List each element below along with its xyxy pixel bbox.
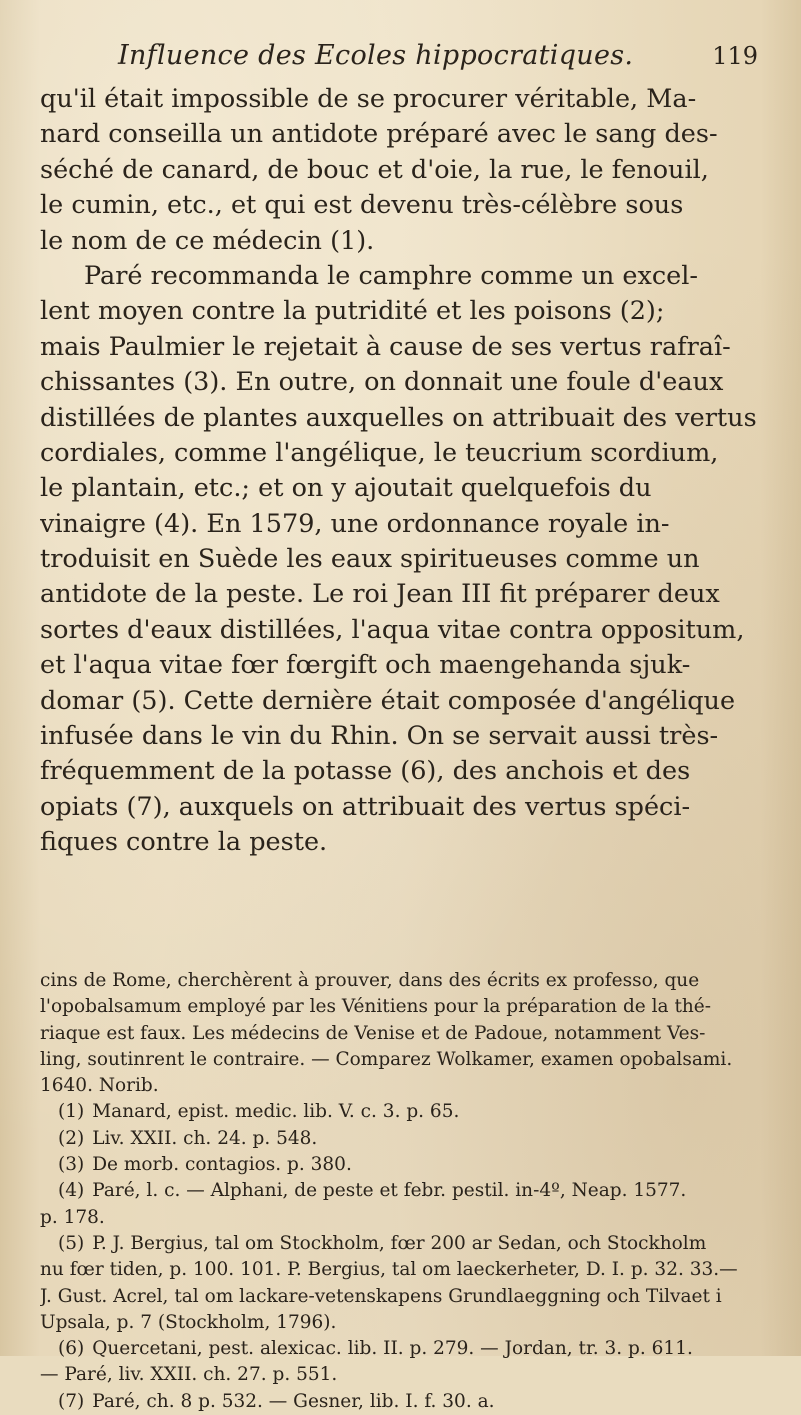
text-line: le nom de ce médecin (1). xyxy=(40,225,375,256)
page-number: 119 xyxy=(712,42,758,70)
footnote-continuation-line: ling, soutinrent le contraire. — Comparez Wolkamer, examen opobalsami. xyxy=(40,1048,733,1070)
text-line: domar (5). Cette dernière était composée d'angélique xyxy=(40,685,736,716)
text-line: et l'aqua vitae fœr fœrgift och maengehanda sjuk- xyxy=(40,650,691,681)
footnote-label: (1) xyxy=(58,1101,85,1123)
footnote-text: De morb. contagios. p. 380. xyxy=(92,1154,352,1176)
footnote-5-continued: nu fœr tiden, p. 100. 101. P. Bergius, tal om laeckerheter, D. I. p. 32. 33.— xyxy=(40,1259,738,1281)
footnote-text: Manard, epist. medic. lib. V. c. 3. p. 65. xyxy=(92,1101,460,1123)
footnote-continuation-line: l'opobalsamum employé par les Vénitiens pour la préparation de la thé- xyxy=(40,996,712,1018)
footnote-label: (5) xyxy=(58,1232,85,1254)
text-line: antidote de la peste. Le roi Jean III fit préparer deux xyxy=(40,579,720,610)
footnote-2 xyxy=(40,1126,778,1152)
footnotes xyxy=(40,968,778,1415)
footnote-continuation-line: cins de Rome, cherchèrent à prouver, dans des écrits ex professo, que xyxy=(40,970,700,991)
text-line: fiques contre la peste. xyxy=(40,827,328,858)
footnote-text: Paré, ch. 8 p. 532. — Gesner, lib. I. f. 30. a. xyxy=(92,1390,495,1412)
footnote-label: (6) xyxy=(58,1338,85,1360)
text-line: le cumin, etc., et qui est devenu très-célèbre sous xyxy=(40,190,684,221)
footnote-text: Paré, l. c. — Alphani, de peste et febr. pestil. in-4º, Neap. 1577. xyxy=(92,1180,687,1202)
text-line: infusée dans le vin du Rhin. On se servait aussi très- xyxy=(40,721,719,752)
text-line: fréquemment de la potasse (6), des anchois et des xyxy=(40,756,691,787)
footnote-label: (7) xyxy=(58,1390,85,1412)
footnote-text: Liv. XXII. ch. 24. p. 548. xyxy=(92,1127,318,1149)
text-line: cordiales, comme l'angélique, le teucrium scordium, xyxy=(40,437,719,468)
footnote-continuation-line: 1640. Norib. xyxy=(40,1075,159,1097)
text-line: opiats (7), auxquels on attribuait des vertus spéci- xyxy=(40,791,691,822)
footnote-6 xyxy=(40,1336,778,1362)
footnote-5-continued: Upsala, p. 7 (Stockholm, 1796). xyxy=(40,1311,337,1333)
text-line: vinaigre (4). En 1579, une ordonnance royale in- xyxy=(40,508,670,539)
footnote-3 xyxy=(40,1152,778,1178)
footnote-5 xyxy=(40,1231,778,1257)
text-line: nard conseilla un antidote préparé avec le sang des- xyxy=(40,119,718,150)
text-line: le plantain, etc.; et on y ajoutait quelquefois du xyxy=(40,473,652,504)
footnote-1 xyxy=(40,1099,778,1125)
running-title: Influence des Ecoles hippocratiques. xyxy=(118,40,634,71)
footnote-4-continued: p. 178. xyxy=(40,1206,105,1228)
footnote-text: Quercetani, pest. alexicac. lib. II. p. 279. — Jordan, tr. 3. p. 611. xyxy=(92,1338,693,1360)
text-line: qu'il était impossible de se procurer véritable, Ma- xyxy=(40,84,697,114)
text-line: mais Paulmier le rejetait à cause de ses vertus rafraî- xyxy=(40,331,731,362)
text-line: troduisit en Suède les eaux spiritueuses comme un xyxy=(40,544,700,575)
footnote-label: (2) xyxy=(58,1127,85,1149)
footnote-5-continued: J. Gust. Acrel, tal om lackare-vetenskapens Grundlaeggning och Tilvaet i xyxy=(40,1285,722,1307)
footnote-continuation-line: riaque est faux. Les médecins de Venise et de Padoue, notamment Ves- xyxy=(40,1022,706,1044)
text-line: séché de canard, de bouc et d'oie, la rue, le fenouil, xyxy=(40,154,709,185)
text-line: sortes d'eaux distillées, l'aqua vitae contra oppositum, xyxy=(40,614,745,645)
footnote-label: (3) xyxy=(58,1154,85,1176)
text-line: lent moyen contre la putridité et les poisons (2); xyxy=(40,296,665,327)
text-line: chissantes (3). En outre, on donnait une foule d'eaux xyxy=(40,367,724,398)
main-text xyxy=(40,82,778,861)
text-line: distillées de plantes auxquelles on attribuait des vertus xyxy=(40,402,757,433)
paragraph-start-line: Paré recommanda le camphre comme un excel- xyxy=(84,260,699,291)
footnote-7 xyxy=(40,1389,778,1415)
footnote-4 xyxy=(40,1178,778,1204)
page-header xyxy=(118,40,758,80)
footnote-6-continued: — Paré, liv. XXII. ch. 27. p. 551. xyxy=(40,1364,338,1386)
footnote-label: (4) xyxy=(58,1180,85,1202)
footnote-text: P. J. Bergius, tal om Stockholm, fœr 200 ar Sedan, och Stockholm xyxy=(92,1232,707,1254)
